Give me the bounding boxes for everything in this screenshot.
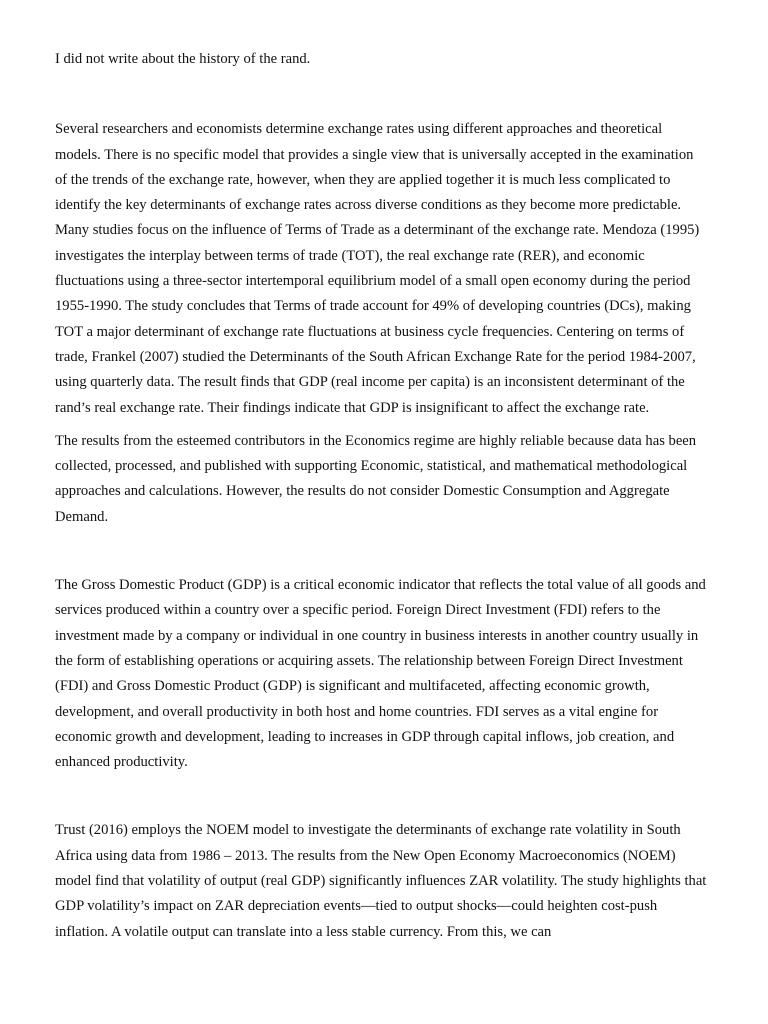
paragraph-noem-model: Trust (2016) employs the NOEM model to investigate the determinants of exchange rate volatility in South Africa using data from 1986 – 2013. The results from the New Open Economy Macroeconomics (NOEM) model find that volatility of output (real GDP) significantly influences ZAR volatility. The study highlights that GDP volatility’s impact on ZAR depreciation events—tied to output shocks—could heighten cost-push inflation. A volatile output can translate into a less stable currency. From this, we can [55,822,707,940]
paragraph-gdp-fdi: The Gross Domestic Product (GDP) is a critical economic indicator that reflects the total value of all goods and services produced within a country over a specific period. Foreign Direct Investment (FDI) refers to the investment made by a company or individual in one country in business interests in another country usually in the form of establishing operations or acquiring assets. The relationship between Foreign Direct Investment (FDI) and Gross Domestic Product (GDP) is significant and multifaceted, affecting economic growth, development, and overall productivity in both host and home countries. FDI serves as a vital engine for economic growth and development, leading to increases in GDP through capital inflows, job creation, and enhanced productivity. [55,577,706,771]
paragraph-spacer [55,775,709,818]
paragraph-spacer [55,421,709,429]
paragraph-spacer [55,530,709,573]
paragraph-note-history: I did not write about the history of the rand. [55,51,311,67]
paragraph-spacer [55,72,709,117]
document-page [55,47,709,945]
paragraph-reliability: The results from the esteemed contributors in the Economics regime are highly reliable because data has been collected, processed, and published with supporting Economic, statistical, and mathematical methodological approaches and calculations. However, the results do not consider Domestic Consumption and Aggregate Demand. [55,432,697,525]
paragraph-exchange-rate-models: Several researchers and economists determine exchange rates using different approaches and theoretical models. There is no specific model that provides a single view that is universally accepted in the examination of the trends of the exchange rate, however, when they are applied together it is much less complicated to identify the key determinants of exchange rates across diverse conditions as they become more predictable. Many studies focus on the influence of Terms of Trade as a determinant of the exchange rate. Mendoza (1995) investigates the interplay between terms of trade (TOT), the real exchange rate (RER), and economic fluctuations using a three-sector intertemporal equilibrium model of a small open economy during the period 1955-1990. The study concludes that Terms of trade account for 49% of developing countries (DCs), making TOT a major determinant of exchange rate fluctuations at business cycle frequencies. Centering on terms of trade, Frankel (2007) studied the Determinants of the South African Exchange Rate for the period 1984-2007, using quarterly data. The result finds that GDP (real income per capita) is an inconsistent determinant of the rand’s real exchange rate. Their findings indicate that GDP is insignificant to affect the exchange rate. [55,121,700,416]
